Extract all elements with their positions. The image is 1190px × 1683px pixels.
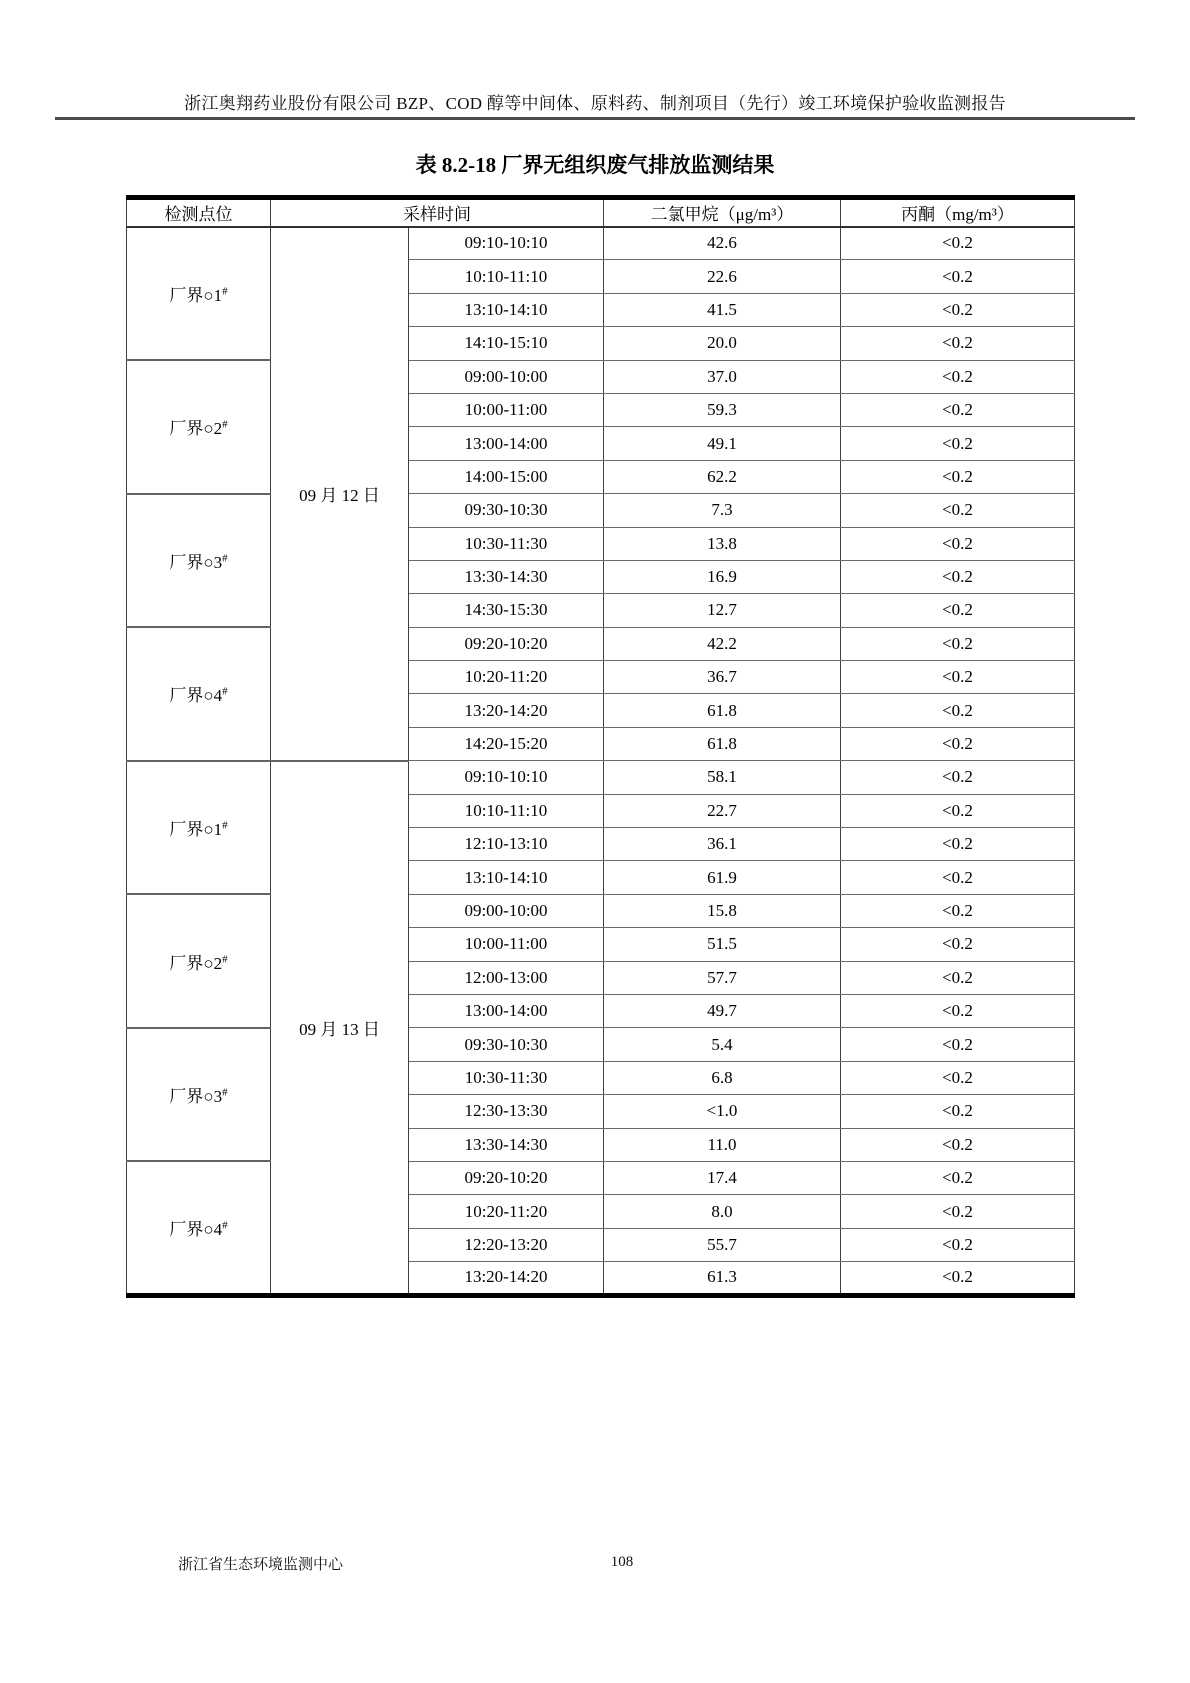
page-footer: [0, 1553, 1190, 1575]
dichloromethane-value-cell: 22.7: [604, 794, 841, 827]
dichloromethane-value-cell: 42.2: [604, 627, 841, 660]
time-cell: 10:00-11:00: [409, 928, 604, 961]
time-cell: 12:00-13:00: [409, 961, 604, 994]
dichloromethane-value-cell: 20.0: [604, 327, 841, 360]
acetone-value-cell: <0.2: [841, 994, 1075, 1027]
time-cell: 13:10-14:10: [409, 861, 604, 894]
time-cell: 09:10-10:10: [409, 227, 604, 260]
acetone-value-cell: <0.2: [841, 928, 1075, 961]
dichloromethane-value-cell: 11.0: [604, 1128, 841, 1161]
site-cell: [127, 894, 271, 1028]
time-cell: 13:00-14:00: [409, 427, 604, 460]
time-cell: 13:20-14:20: [409, 694, 604, 727]
acetone-value-cell: <0.2: [841, 761, 1075, 794]
site-label: 厂界○4: [169, 1219, 223, 1239]
column-header-sampling-time: 采样时间: [271, 198, 604, 227]
site-label: 厂界○1: [169, 820, 223, 840]
site-label-superscript: #: [222, 819, 228, 832]
acetone-value-cell: <0.2: [841, 1195, 1075, 1228]
time-cell: 14:30-15:30: [409, 594, 604, 627]
column-header-acetone: 丙酮（mg/m³）: [841, 198, 1075, 227]
site-cell: [127, 1028, 271, 1162]
time-cell: 10:30-11:30: [409, 1061, 604, 1094]
time-cell: 09:20-10:20: [409, 627, 604, 660]
acetone-value-cell: <0.2: [841, 293, 1075, 326]
acetone-value-cell: <0.2: [841, 1228, 1075, 1261]
dichloromethane-value-cell: 37.0: [604, 360, 841, 393]
dichloromethane-value-cell: 42.6: [604, 227, 841, 260]
time-cell: 13:20-14:20: [409, 1262, 604, 1295]
acetone-value-cell: <0.2: [841, 961, 1075, 994]
acetone-value-cell: <0.2: [841, 1161, 1075, 1194]
site-label: 厂界○3: [169, 1087, 223, 1107]
acetone-value-cell: <0.2: [841, 494, 1075, 527]
footer-organization: 浙江省生态环境监测中心: [178, 1557, 344, 1573]
time-cell: 14:10-15:10: [409, 327, 604, 360]
acetone-value-cell: <0.2: [841, 627, 1075, 660]
acetone-value-cell: <0.2: [841, 227, 1075, 260]
site-cell: [127, 1161, 271, 1295]
acetone-value-cell: <0.2: [841, 1128, 1075, 1161]
dichloromethane-value-cell: 61.3: [604, 1262, 841, 1295]
dichloromethane-value-cell: 41.5: [604, 293, 841, 326]
dichloromethane-value-cell: 59.3: [604, 393, 841, 426]
time-cell: 12:30-13:30: [409, 1095, 604, 1128]
dichloromethane-value-cell: 7.3: [604, 494, 841, 527]
acetone-value-cell: <0.2: [841, 894, 1075, 927]
acetone-value-cell: <0.2: [841, 694, 1075, 727]
site-cell: [127, 761, 271, 895]
site-label: 厂界○2: [169, 419, 223, 439]
table-row: [127, 1161, 1075, 1194]
site-label-superscript: #: [222, 285, 228, 298]
acetone-value-cell: <0.2: [841, 1095, 1075, 1128]
time-cell: 09:30-10:30: [409, 1028, 604, 1061]
date-cell: 09 月 13 日: [271, 761, 409, 1295]
table-title: 表 8.2-18 厂界无组织废气排放监测结果: [415, 153, 775, 177]
dichloromethane-value-cell: 22.6: [604, 260, 841, 293]
site-label: 厂界○4: [169, 686, 223, 706]
acetone-value-cell: <0.2: [841, 460, 1075, 493]
dichloromethane-value-cell: 16.9: [604, 560, 841, 593]
time-cell: 09:20-10:20: [409, 1161, 604, 1194]
acetone-value-cell: <0.2: [841, 560, 1075, 593]
site-label-superscript: #: [222, 418, 228, 431]
time-cell: 10:30-11:30: [409, 527, 604, 560]
running-header: 浙江奥翔药业股份有限公司 BZP、COD 醇等中间体、原料药、制剂项目（先行）竣工环境保护验收监测报告: [184, 94, 1006, 113]
time-cell: 09:00-10:00: [409, 894, 604, 927]
dichloromethane-value-cell: 49.1: [604, 427, 841, 460]
acetone-value-cell: <0.2: [841, 794, 1075, 827]
dichloromethane-value-cell: 13.8: [604, 527, 841, 560]
acetone-value-cell: <0.2: [841, 1262, 1075, 1295]
dichloromethane-value-cell: <1.0: [604, 1095, 841, 1128]
site-label-superscript: #: [222, 1219, 228, 1232]
table-row: [127, 1028, 1075, 1061]
acetone-value-cell: <0.2: [841, 1028, 1075, 1061]
site-cell: [127, 360, 271, 494]
acetone-value-cell: <0.2: [841, 861, 1075, 894]
column-header-site: 检测点位: [127, 198, 271, 227]
time-cell: 10:20-11:20: [409, 661, 604, 694]
table-body: [127, 227, 1075, 1296]
time-cell: 12:20-13:20: [409, 1228, 604, 1261]
site-label-superscript: #: [222, 552, 228, 565]
acetone-value-cell: <0.2: [841, 594, 1075, 627]
table-row: [127, 627, 1075, 660]
acetone-value-cell: <0.2: [841, 828, 1075, 861]
table-row: [127, 494, 1075, 527]
dichloromethane-value-cell: 49.7: [604, 994, 841, 1027]
page-number: 108: [610, 1554, 634, 1570]
time-cell: 12:10-13:10: [409, 828, 604, 861]
site-label: 厂界○1: [169, 285, 223, 305]
table-row: [127, 227, 1075, 260]
time-cell: 10:10-11:10: [409, 260, 604, 293]
dichloromethane-value-cell: 12.7: [604, 594, 841, 627]
site-label: 厂界○3: [169, 552, 223, 572]
dichloromethane-value-cell: 15.8: [604, 894, 841, 927]
acetone-value-cell: <0.2: [841, 393, 1075, 426]
time-cell: 14:20-15:20: [409, 727, 604, 760]
site-label-superscript: #: [222, 685, 228, 698]
acetone-value-cell: <0.2: [841, 727, 1075, 760]
site-label-superscript: #: [222, 952, 228, 965]
monitoring-results-table: [126, 195, 1075, 1298]
time-cell: 10:10-11:10: [409, 794, 604, 827]
dichloromethane-value-cell: 36.7: [604, 661, 841, 694]
acetone-value-cell: <0.2: [841, 260, 1075, 293]
acetone-value-cell: <0.2: [841, 360, 1075, 393]
dichloromethane-value-cell: 55.7: [604, 1228, 841, 1261]
date-cell: 09 月 12 日: [271, 227, 409, 761]
time-cell: 10:20-11:20: [409, 1195, 604, 1228]
time-cell: 13:30-14:30: [409, 560, 604, 593]
time-cell: 13:30-14:30: [409, 1128, 604, 1161]
dichloromethane-value-cell: 61.8: [604, 727, 841, 760]
table-row: [127, 360, 1075, 393]
dichloromethane-value-cell: 51.5: [604, 928, 841, 961]
dichloromethane-value-cell: 61.9: [604, 861, 841, 894]
acetone-value-cell: <0.2: [841, 1061, 1075, 1094]
dichloromethane-value-cell: 36.1: [604, 828, 841, 861]
acetone-value-cell: <0.2: [841, 427, 1075, 460]
time-cell: 10:00-11:00: [409, 393, 604, 426]
acetone-value-cell: <0.2: [841, 661, 1075, 694]
column-header-dichloromethane: 二氯甲烷（μg/m³）: [604, 198, 841, 227]
header-divider: [55, 117, 1135, 120]
dichloromethane-value-cell: 8.0: [604, 1195, 841, 1228]
time-cell: 09:00-10:00: [409, 360, 604, 393]
dichloromethane-value-cell: 6.8: [604, 1061, 841, 1094]
time-cell: 09:30-10:30: [409, 494, 604, 527]
dichloromethane-value-cell: 62.2: [604, 460, 841, 493]
dichloromethane-value-cell: 5.4: [604, 1028, 841, 1061]
site-cell: [127, 627, 271, 761]
time-cell: 09:10-10:10: [409, 761, 604, 794]
dichloromethane-value-cell: 58.1: [604, 761, 841, 794]
site-cell: [127, 494, 271, 628]
dichloromethane-value-cell: 61.8: [604, 694, 841, 727]
time-cell: 13:10-14:10: [409, 293, 604, 326]
site-cell: [127, 227, 271, 361]
time-cell: 14:00-15:00: [409, 460, 604, 493]
acetone-value-cell: <0.2: [841, 327, 1075, 360]
table-header-row: [127, 198, 1075, 227]
table-row: [127, 894, 1075, 927]
time-cell: 13:00-14:00: [409, 994, 604, 1027]
site-label-superscript: #: [222, 1086, 228, 1099]
dichloromethane-value-cell: 17.4: [604, 1161, 841, 1194]
dichloromethane-value-cell: 57.7: [604, 961, 841, 994]
acetone-value-cell: <0.2: [841, 527, 1075, 560]
site-label: 厂界○2: [169, 953, 223, 973]
table-row: [127, 761, 1075, 794]
